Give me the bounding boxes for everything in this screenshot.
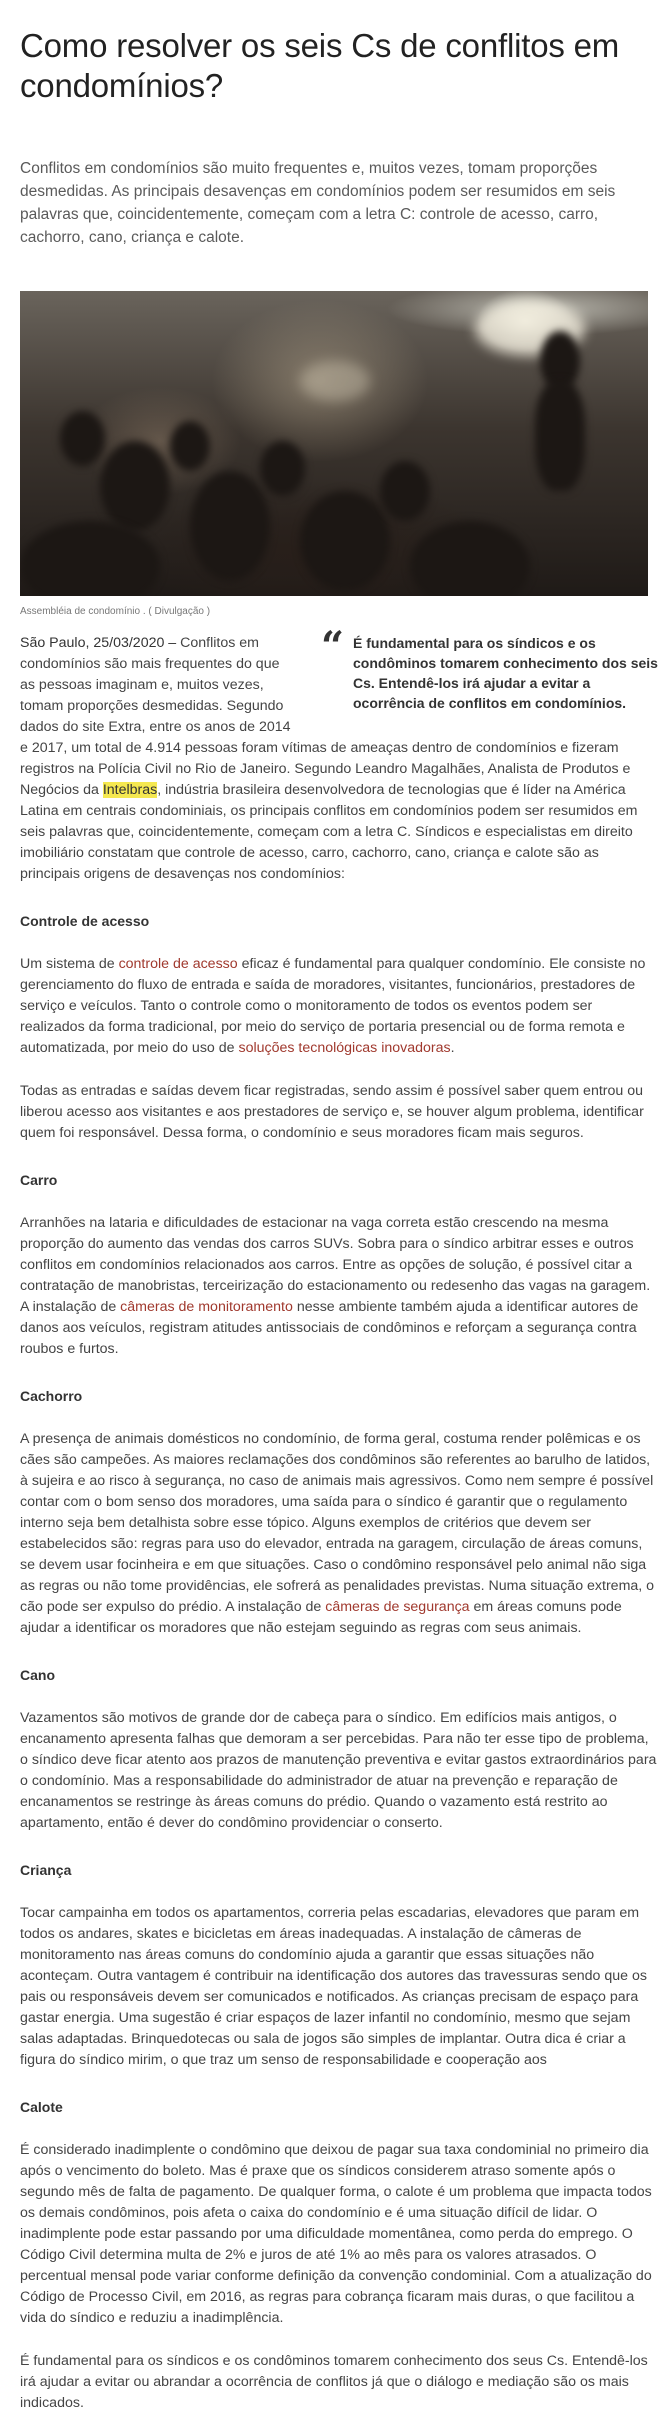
paragraph: Arranhões na lataria e dificuldades de estacionar na vaga correta estão crescendo na mesma proporção do aumento das vendas dos carros SUVs. Sobra para o síndico arbitrar esses e outros conflitos em condomínios relacionados aos carros. Entre as opções de solução, é possível citar a contratação de manobristas, terceirização do estacionamento ou redesenho das vagas na garagem. A instalação de câmeras de monitoramento nesse ambiente também ajuda a identificar autores de danos aos veículos, registram atitudes antissociais de condôminos e reforçam a segurança contra roubos e furtos. xyxy=(20,1215,651,1357)
paragraph: A presença de animais domésticos no condomínio, de forma geral, costuma render polêmicas e os cães são campeões. As maiores reclamações dos condôminos são referentes ao barulho de latidos, à sujeira e ao risco à segurança, no caso de animais mais agressivos. Como nem sempre é possível contar com o bom senso dos moradores, uma saída para o síndico é garantir que o regulamento interno seja bem detalhista sobre esse tópico. Alguns exemplos de critérios que devem ser estabelecidos são: regras para uso do elevador, entrada na garagem, circulação de áreas comuns, se devem usar focinheira e em que situações. Caso o condômino responsável pelo animal não siga as regras ou não tome providências, ele sofrerá as penalidades previstas. Numa situação extrema, o cão pode ser expulso do prédio. A instalação de câmeras de segurança em áreas comuns pode ajudar a identificar os moradores que não estejam seguindo as regras com seus animais. xyxy=(20,1431,655,1636)
paragraph: É considerado inadimplente o condômino que deixou de pagar sua taxa condominial no primeiro dia após o vencimento do boleto. Mas é praxe que os síndicos considerem atraso somente após o segundo mês de falta de pagamento. De qualquer forma, o calote é um problema que impacta todos os demais condôminos, pois afeta o caixa do condomínio e é uma situação difícil de lidar. O inadimplente pode estar passando por uma dificuldade momentânea, como perda do emprego. O Código Civil determina multa de 2% e juros de até 1% ao mês para os valores atrasados. O percentual mensal pode variar conforme definição da convenção condominial. Com a atualização do Código de Processo Civil, em 2016, as regras para cobrança ficaram mais duras, o que facilitou a vida do síndico e reduziu a inadimplência. xyxy=(20,2142,652,2326)
dateline: São Paulo, 25/03/2020 – xyxy=(20,635,177,651)
section-heading-calote: Calote xyxy=(20,2099,63,2115)
paragraph: Todas as entradas e saídas devem ficar registradas, sendo assim é possível saber quem entrou ou liberou acesso aos visitantes e aos prestadores de serviço e, se houver algum problema, identificar quem foi responsável. Dessa forma, o condomínio e seus moradores ficam mais seguros. xyxy=(20,1083,644,1141)
article-body xyxy=(20,623,658,2414)
link-controle-de-acesso[interactable]: controle de acesso xyxy=(118,956,238,972)
quote-mark-icon: “ xyxy=(321,623,345,670)
section-heading-crianca: Criança xyxy=(20,1862,72,1878)
section-heading-carro: Carro xyxy=(20,1172,58,1188)
image-caption: Assembléia de condomínio . ( Divulgação ) xyxy=(20,606,211,617)
article-hero-image xyxy=(20,291,648,596)
paragraph: Vazamentos são motivos de grande dor de cabeça para o síndico. Em edifícios mais antigos, o encanamento apresenta falhas que demoram a ser percebidas. Para não ter esse tipo de problema, o síndico deve ficar atento aos prazos de manutenção preventiva e evitar gastos extraordinários para o condomínio. Mas a responsabilidade do administrador de atuar na prevenção e reparação de encanamentos se restringe às áreas comuns do prédio. Quando o vazamento está restrito ao apartamento, então é dever do condômino providenciar o conserto. xyxy=(20,1710,657,1831)
closing-paragraph: É fundamental para os síndicos e os condôminos tomarem conhecimento dos seus Cs. Entendê-los irá ajudar a evitar ou abrandar a ocorrência de conflitos já que o diálogo e mediação são os mais indicados. xyxy=(20,2353,648,2411)
paragraph: Um sistema de controle de acesso eficaz é fundamental para qualquer condomínio. Ele consiste no gerenciamento do fluxo de entrada e saída de moradores, visitantes, funcionários, prestadores de serviço e veículos. Tanto o controle como o monitoramento de todos os eventos podem ser realizados da forma tradicional, por meio do serviço de portaria presencial ou de forma remota e automatizada, por meio do uso de soluções tecnológicas inovadoras. xyxy=(20,956,646,1056)
link-cameras-de-seguranca[interactable]: câmeras de segurança xyxy=(325,1599,470,1615)
brand-highlight: Intelbras xyxy=(102,782,158,798)
link-cameras-de-monitoramento[interactable]: câmeras de monitoramento xyxy=(120,1299,293,1315)
article-lead: Conflitos em condomínios são muito frequentes e, muitos vezes, tomam proporções desmedidas. As principais desavenças em condomínios podem ser resumidos em seis palavras que, coincidentemente, começam com a letra C: controle de acesso, carro, cachorro, cano, criança e calote. xyxy=(20,160,616,246)
section-heading-cano: Cano xyxy=(20,1667,55,1683)
section-heading-cachorro: Cachorro xyxy=(20,1388,83,1404)
intro-paragraph: São Paulo, 25/03/2020 – Conflitos em condomínios são mais frequentes do que as pessoas imaginam e, muitos vezes, tomam proporções desmedidas. Segundo dados do site Extra, entre os anos de 2014 e 2017, um total de 4.914 pessoas foram vítimas de ameaças dentro de condomínios e fizeram registros na Polícia Civil no Rio de Janeiro. Segundo Leandro Magalhães, Analista de Produtos e Negócios da Intelbras, indústria brasileira desenvolvedora de tecnologias que é líder na América Latina em centrais condominiais, os principais conflitos em condomínios podem ser resumidos em seis palavras que, coincidentemente, começam com a letra C. Síndicos e especialistas em direito imobiliário constatam que controle de acesso, carro, cachorro, cano, criança e calote são as principais origens de desavenças nos condomínios: xyxy=(20,635,638,882)
section-heading-controle-de-acesso: Controle de acesso xyxy=(20,913,150,929)
pull-quote-text: É fundamental para os síndicos e os condôminos tomarem conhecimento dos seis Cs. Entendê-los irá ajudar a evitar a ocorrência de conflitos em condomínios. xyxy=(353,635,658,711)
pull-quote xyxy=(317,623,658,713)
paragraph: Tocar campainha em todos os apartamentos, correria pelas escadarias, elevadores que param em todos os andares, skates e bicicletas em áreas inadequadas. A instalação de câmeras de monitoramento nas áreas comuns do condomínio ajuda a garantir que essas situações não aconteçam. Outra vantagem é contribuir na identificação dos autores das travessuras sendo que os pais ou responsáveis devem ser comunicados e notificados. As crianças precisam de espaço para gastar energia. Uma sugestão é criar espaços de lazer infantil no condomínio, mesmo que sejam salas adaptadas. Brinquedotecas ou sala de jogos são simples de implantar. Outra dica é criar a figura do síndico mirim, o que traz um senso de responsabilidade e cooperação aos xyxy=(20,1905,647,2068)
link-solucoes-tecnologicas[interactable]: soluções tecnológicas inovadoras xyxy=(238,1040,451,1056)
article-title: Como resolver os seis Cs de conflitos em condomínios? xyxy=(20,27,620,104)
article-page xyxy=(20,26,658,2414)
